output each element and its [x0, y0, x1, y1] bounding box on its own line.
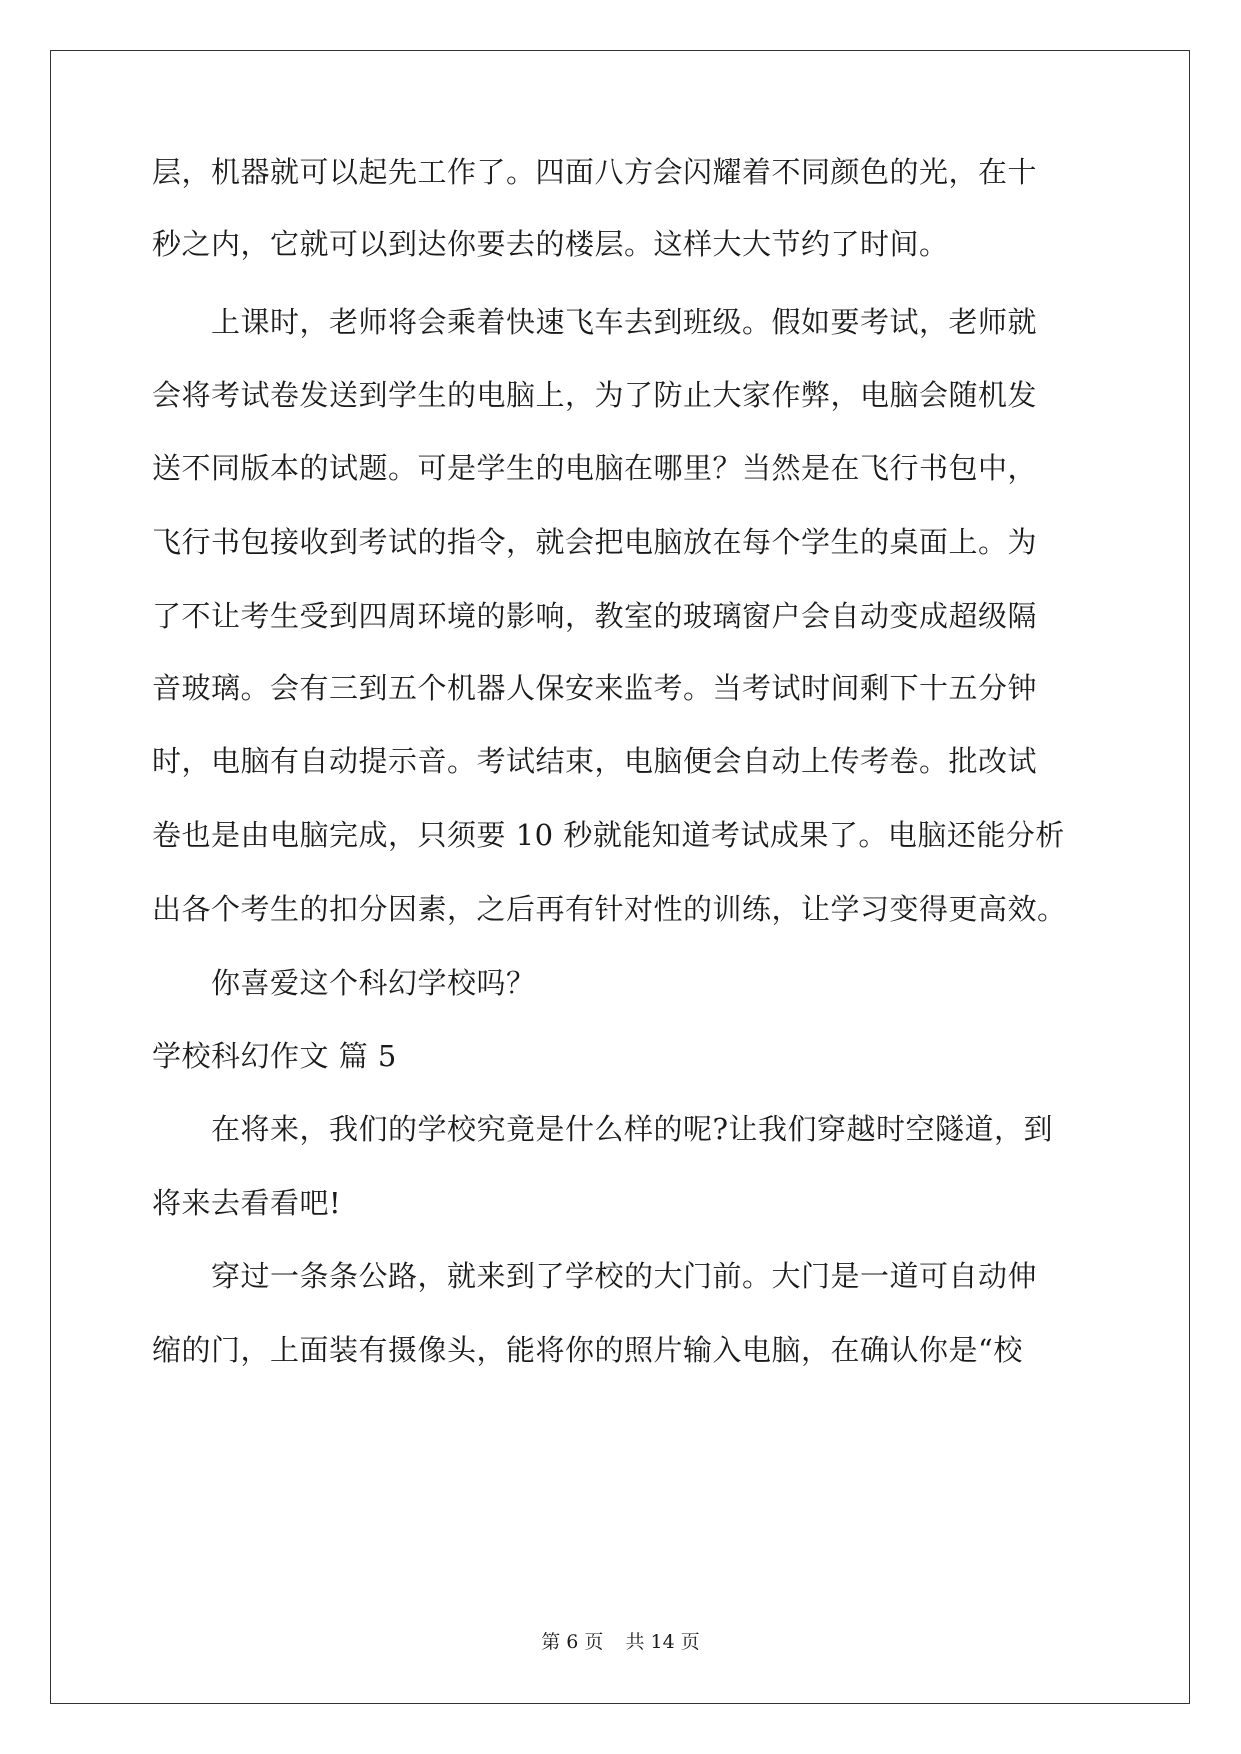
body-line: 秒之内，它就可以到达你要去的楼层。这样大大节约了时间。: [152, 227, 949, 261]
body-line: 你喜爱这个科幻学校吗？: [152, 966, 536, 1000]
body-line: 缩的门，上面装有摄像头，能将你的照片输入电脑，在确认你是“校: [152, 1333, 1023, 1367]
body-line: 会将考试卷发送到学生的电脑上，为了防止大家作弊，电脑会随机发: [152, 378, 1038, 412]
page-footer: [0, 1630, 1241, 1654]
body-line: 上课时，老师将会乘着快速飞车去到班级。假如要考试，老师就: [152, 305, 1038, 339]
body-line: 在将来，我们的学校究竟是什么样的呢?让我们穿越时空隧道，到: [152, 1112, 1054, 1146]
body-line: 出各个考生的扣分因素，之后再有针对性的训练，让学习变得更高效。: [152, 892, 1067, 926]
page-current: 第 6 页: [541, 1631, 604, 1653]
section-heading: 学校科幻作文 篇 5: [152, 1039, 397, 1073]
page-total: 共 14 页: [625, 1631, 700, 1653]
body-line: 层，机器就可以起先工作了。四面八方会闪耀着不同颜色的光，在十: [152, 155, 1038, 189]
body-line: 时，电脑有自动提示音。考试结束，电脑便会自动上传考卷。批改试: [152, 744, 1038, 778]
body-line: 穿过一条条公路，就来到了学校的大门前。大门是一道可自动伸: [152, 1259, 1038, 1293]
body-line: 音玻璃。会有三到五个机器人保安来监考。当考试时间剩下十五分钟: [152, 671, 1038, 705]
page-frame: [50, 50, 1190, 1704]
body-line: 了不让考生受到四周环境的影响，教室的玻璃窗户会自动变成超级隔: [152, 599, 1038, 633]
body-line: 卷也是由电脑完成，只须要 10 秒就能知道考试成果了。电脑还能分析: [152, 818, 1065, 852]
body-line: 送不同版本的试题。可是学生的电脑在哪里？当然是在飞行书包中，: [152, 451, 1038, 485]
body-line: 将来去看看吧!: [152, 1186, 342, 1220]
body-line: 飞行书包接收到考试的指令，就会把电脑放在每个学生的桌面上。为: [152, 525, 1038, 559]
